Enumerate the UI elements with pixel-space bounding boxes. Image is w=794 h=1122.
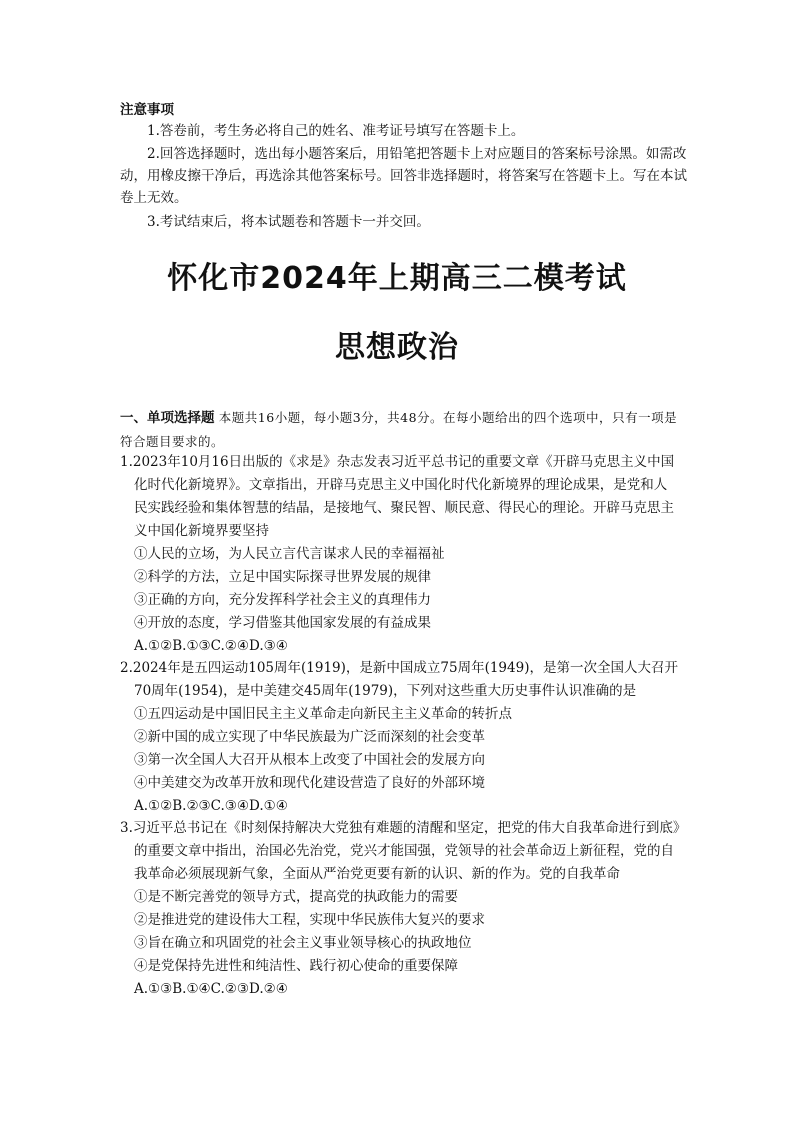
question-option: ④是党保持先进性和纯洁性、践行初心使命的重要保障 (134, 958, 458, 974)
question-stem: 3.习近平总书记在《时刻保持解决大党独有难题的清醒和坚定，把党的伟大自我革命进行到底》的重要文章中指出，治国必先治党，党兴才能国强，党领导的社会革命迈上新征程，党的自我革命必须展现新气象，全面从严治党更要有新的认识、新的作为。党的自我革命 (120, 820, 680, 882)
answer-choices: A.①③B.①④C.②③D.②④ (134, 981, 288, 997)
section-description: 本题共16小题，每小题3分，共48分。在每小题给出的四个选项中，只有一项是符合题目要求的。 (120, 410, 678, 449)
question-option: ③旨在确立和巩固党的社会主义事业领导核心的执政地位 (134, 935, 472, 951)
notice-item-1: 1.答卷前，考生务必将自己的姓名、准考证号填写在答题卡上。 (147, 123, 525, 139)
question-option: ②科学的方法，立足中国实际探寻世界发展的规律 (134, 569, 431, 585)
question-option: ③第一次全国人大召开从根本上改变了中国社会的发展方向 (134, 752, 485, 768)
section-label: 一、单项选择题 (120, 410, 215, 426)
section-heading (120, 406, 680, 454)
answer-choices: A.①②B.②③C.③④D.①④ (134, 798, 288, 814)
question-stem: 1.2023年10月16日出版的《求是》杂志发表习近平总书记的重要文章《开辟马克思主义中国化时代化新境界》。文章指出，开辟马克思主义中国化时代化新境界的理论成果，是党和人民实践经验和集体智慧的结晶，是接地气、聚民智、顺民意、得民心的理论。开辟马克思主义中国化新境界要坚持 (120, 454, 675, 539)
question-1 (120, 451, 680, 658)
question-option: ②新中国的成立实现了中华民族最为广泛而深刻的社会变革 (134, 729, 485, 745)
question-option: ④开放的态度，学习借鉴其他国家发展的有益成果 (134, 615, 431, 631)
notice-item-2: 2.回答选择题时，选出每小题答案后，用铅笔把答题卡上对应题目的答案标号涂黑。如需改动，用橡皮擦干净后，再选涂其他答案标号。回答非选择题时，将答案写在答题卡上。写在本试卷上无效。 (120, 146, 687, 206)
question-stem: 2.2024年是五四运动105周年(1919)，是新中国成立75周年(1949)，是第一次全国人大召开70周年(1954)，是中美建交45周年(1979)，下列对这些重大历史事件认识准确的是 (120, 660, 678, 699)
question-option: ③正确的方向，充分发挥科学社会主义的真理伟力 (134, 592, 431, 608)
notice-heading: 注意事项 (120, 102, 174, 118)
question-option: ①是不断完善党的领导方式，提高党的执政能力的需要 (134, 889, 458, 905)
question-option: ①五四运动是中国旧民主主义革命走向新民主主义革命的转折点 (134, 706, 512, 722)
exam-subject: 思想政治 (335, 330, 459, 365)
notice-item-3: 3.考试结束后，将本试题卷和答题卡一并交回。 (147, 214, 430, 230)
answer-choices: A.①②B.①③C.②④D.③④ (134, 638, 288, 654)
question-3 (120, 817, 680, 1001)
exam-title: 怀化市2024年上期高三二模考试 (167, 261, 627, 296)
question-option: ②是推进党的建设伟大工程，实现中华民族伟大复兴的要求 (134, 912, 485, 928)
question-2 (120, 657, 680, 818)
question-option: ④中美建交为改革开放和现代化建设营造了良好的外部环境 (134, 775, 485, 791)
question-option: ①人民的立场，为人民立言代言谋求人民的幸福福祉 (134, 546, 445, 562)
